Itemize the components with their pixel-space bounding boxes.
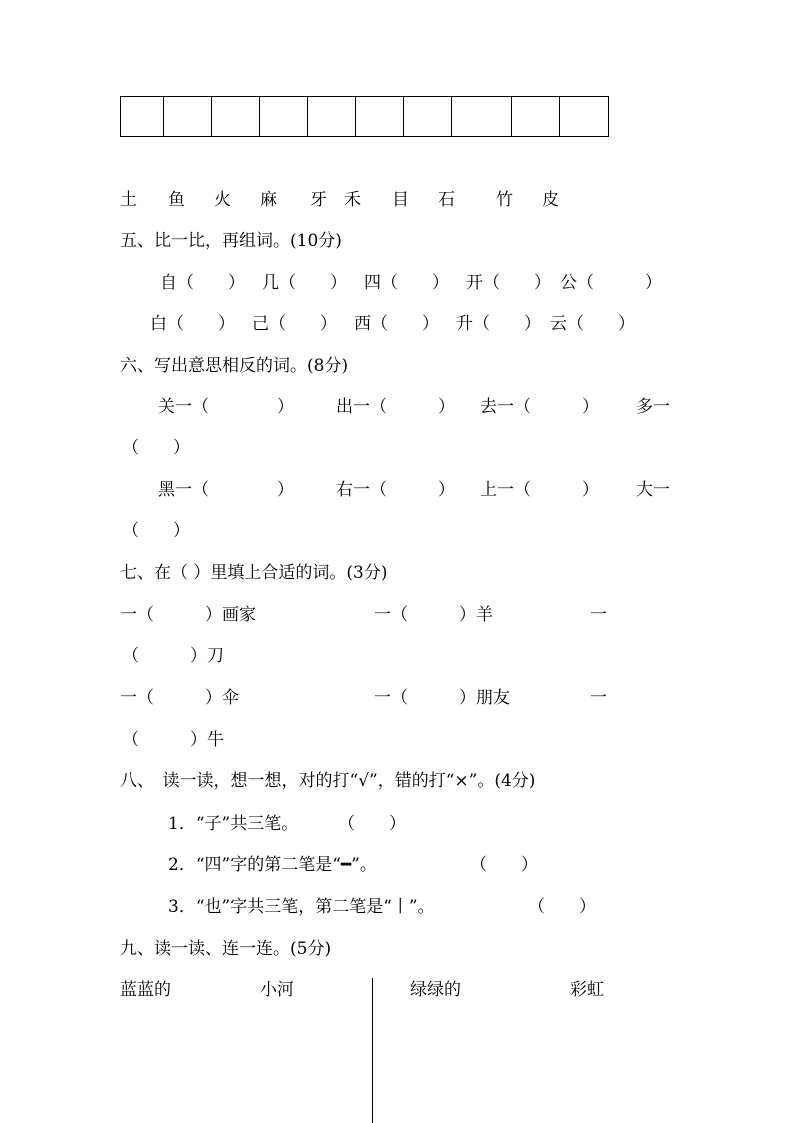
character: 土	[120, 190, 137, 210]
compare-item[interactable]: 自（ ）	[160, 273, 245, 293]
connect-word[interactable]: 蓝蓝的	[120, 980, 171, 1000]
character: 牙	[310, 190, 327, 210]
grid-cell[interactable]	[404, 97, 452, 136]
section-8-title: 八、 读一读，想一想，对的打“√”，错的打“×”。(4分)	[120, 771, 536, 791]
connect-word[interactable]: 小河	[260, 980, 294, 1000]
antonym-item[interactable]: 多一	[636, 397, 670, 417]
grid-cell[interactable]	[260, 97, 308, 136]
compare-item[interactable]: 四（ ）	[364, 273, 449, 293]
grid-cell[interactable]	[356, 97, 404, 136]
judge-answer-blank[interactable]: （ ）	[338, 814, 406, 834]
measure-word-item[interactable]: 一（ ）伞	[120, 688, 239, 708]
judge-question: 1．“子”共三笔。	[168, 814, 299, 834]
measure-word-item[interactable]: 一	[590, 605, 607, 625]
writing-grid	[120, 96, 609, 137]
measure-word-item[interactable]: （ ）牛	[122, 730, 224, 750]
character: 竹	[496, 190, 513, 210]
grid-cell[interactable]	[121, 97, 164, 136]
compare-item[interactable]: 升（ ）	[456, 314, 541, 334]
grid-cell[interactable]	[512, 97, 560, 136]
measure-word-item[interactable]: 一（ ）羊	[374, 605, 493, 625]
column-divider	[372, 978, 373, 1123]
character: 目	[392, 190, 409, 210]
character: 皮	[542, 190, 559, 210]
grid-cell[interactable]	[452, 97, 512, 136]
judge-question: 2．“四”字的第二笔是“━”。	[168, 855, 377, 875]
measure-word-item[interactable]: 一（ ）画家	[120, 605, 256, 625]
measure-word-item[interactable]: 一	[590, 688, 607, 708]
connect-word[interactable]: 彩虹	[570, 980, 604, 1000]
character: 麻	[260, 190, 277, 210]
character: 鱼	[168, 190, 185, 210]
grid-cell[interactable]	[308, 97, 356, 136]
compare-item[interactable]: 公（ ）	[560, 273, 662, 293]
compare-item[interactable]: 己（ ）	[252, 314, 337, 334]
antonym-item[interactable]: 大一	[636, 480, 670, 500]
grid-cell[interactable]	[560, 97, 608, 136]
section-7-title: 七、在（ ）里填上合适的词。(3分)	[120, 563, 388, 583]
antonym-item[interactable]: 上一（ ）	[480, 480, 599, 500]
antonym-item[interactable]: 黑一（ ）	[158, 480, 294, 500]
character: 石	[438, 190, 455, 210]
antonym-item[interactable]: 出一（ ）	[336, 397, 455, 417]
section-6-title: 六、写出意思相反的词。(8分)	[120, 356, 349, 376]
antonym-item[interactable]: 去一（ ）	[480, 397, 599, 417]
compare-item[interactable]: 西（ ）	[354, 314, 439, 334]
measure-word-item[interactable]: 一（ ）朋友	[374, 688, 510, 708]
antonym-blank[interactable]: （ ）	[122, 521, 190, 541]
antonym-item[interactable]: 关一（ ）	[158, 397, 294, 417]
measure-word-item[interactable]: （ ）刀	[122, 646, 224, 666]
character: 火	[214, 190, 231, 210]
section-9-title: 九、读一读、连一连。(5分)	[120, 939, 332, 959]
judge-answer-blank[interactable]: （ ）	[528, 897, 596, 917]
compare-item[interactable]: 开（ ）	[466, 273, 551, 293]
antonym-blank[interactable]: （ ）	[122, 438, 190, 458]
grid-cell[interactable]	[164, 97, 212, 136]
grid-cell[interactable]	[212, 97, 260, 136]
section-5-title: 五、比一比，再组词。(10分)	[120, 231, 342, 251]
connect-word[interactable]: 绿绿的	[410, 980, 461, 1000]
compare-item[interactable]: 几（ ）	[262, 273, 347, 293]
judge-question: 3．“也”字共三笔，第二笔是“丨”。	[168, 897, 435, 917]
compare-item[interactable]: 白（ ）	[150, 314, 235, 334]
antonym-item[interactable]: 右一（ ）	[336, 480, 455, 500]
compare-item[interactable]: 云（ ）	[550, 314, 635, 334]
judge-answer-blank[interactable]: （ ）	[470, 855, 538, 875]
character: 禾	[344, 190, 361, 210]
